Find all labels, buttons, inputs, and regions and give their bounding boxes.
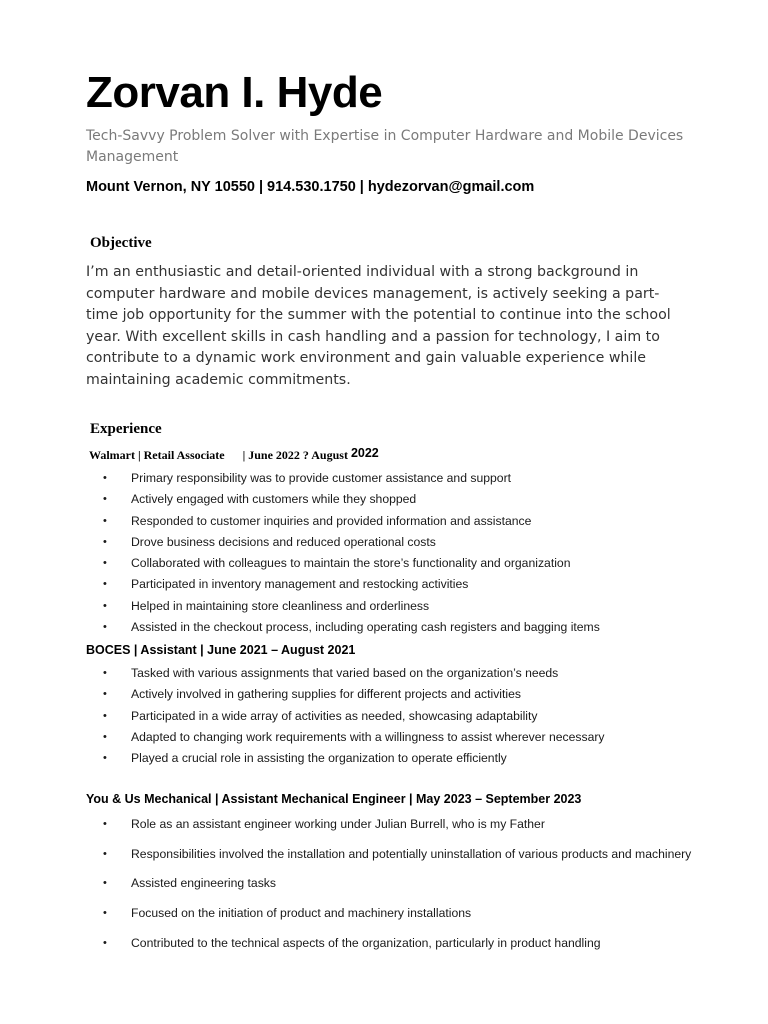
contact-line: Mount Vernon, NY 10550 | 914.530.1750 | hydezorvan@gmail.com (86, 179, 535, 195)
list-item: • Actively engaged with customers while they shopped (86, 491, 706, 512)
walmart-duties-list (86, 470, 706, 640)
job-title-boces: BOCES | Assistant | June 2021 – August 2021 (86, 643, 356, 657)
list-item: • Drove business decisions and reduced operational costs (86, 534, 706, 555)
list-item: • Participated in inventory management and restocking activities (86, 576, 706, 597)
list-item: • Assisted engineering tasks (86, 875, 706, 891)
experience-heading: Experience (90, 421, 162, 437)
job-title-walmart (89, 448, 379, 463)
list-item: • Primary responsibility was to provide customer assistance and support (86, 470, 706, 491)
list-item: • Adapted to changing work requirements with a willingness to assist wherever necessary (86, 729, 706, 750)
list-item: • Responded to customer inquiries and provided information and assistance (86, 513, 706, 534)
list-item: • Played a crucial role in assisting the organization to operate efficiently (86, 750, 706, 771)
list-item: • Helped in maintaining store cleanliness and orderliness (86, 598, 706, 619)
objective-heading: Objective (90, 235, 152, 251)
list-item: • Assisted in the checkout process, including operating cash registers and bagging items (86, 619, 706, 640)
list-item: • Tasked with various assignments that varied based on the organization’s needs (86, 665, 706, 686)
mechanical-duties-list (86, 816, 706, 965)
list-item: • Participated in a wide array of activities as needed, showcasing adaptability (86, 708, 706, 729)
objective-text: I’m an enthusiastic and detail-oriented individual with a strong background in computer hardware and mobile devices management, is actively seeking a part-time job opportunity for the summer with the potential to continue into the school year. With excellent skills in cash handling and a passion for technology, I aim to contribute to a dynamic work environment and gain valuable experience while maintaining academic commitments. (86, 264, 671, 388)
tagline: Tech-Savvy Problem Solver with Expertise in Computer Hardware and Mobile Devices Management (86, 128, 684, 165)
list-item: • Role as an assistant engineer working under Julian Burrell, who is my Father (86, 816, 706, 832)
list-item: • Collaborated with colleagues to maintain the store’s functionality and organization (86, 555, 706, 576)
boces-duties-list (86, 665, 706, 771)
job-title-you-us-mechanical: You & Us Mechanical | Assistant Mechanical Engineer | May 2023 – September 2023 (86, 792, 582, 806)
list-item: • Responsibilities involved the installation and potentially uninstallation of various products and machinery (86, 846, 706, 862)
candidate-name: Zorvan I. Hyde (86, 68, 383, 117)
job-title-walmart-year: 2022 (350, 446, 379, 460)
job-title-walmart-text: Walmart | Retail Associate | June 2022 ? August (89, 448, 351, 462)
list-item: • Contributed to the technical aspects of the organization, particularly in product handling (86, 935, 706, 951)
list-item: • Focused on the initiation of product and machinery installations (86, 905, 706, 921)
list-item: • Actively involved in gathering supplies for different projects and activities (86, 686, 706, 707)
